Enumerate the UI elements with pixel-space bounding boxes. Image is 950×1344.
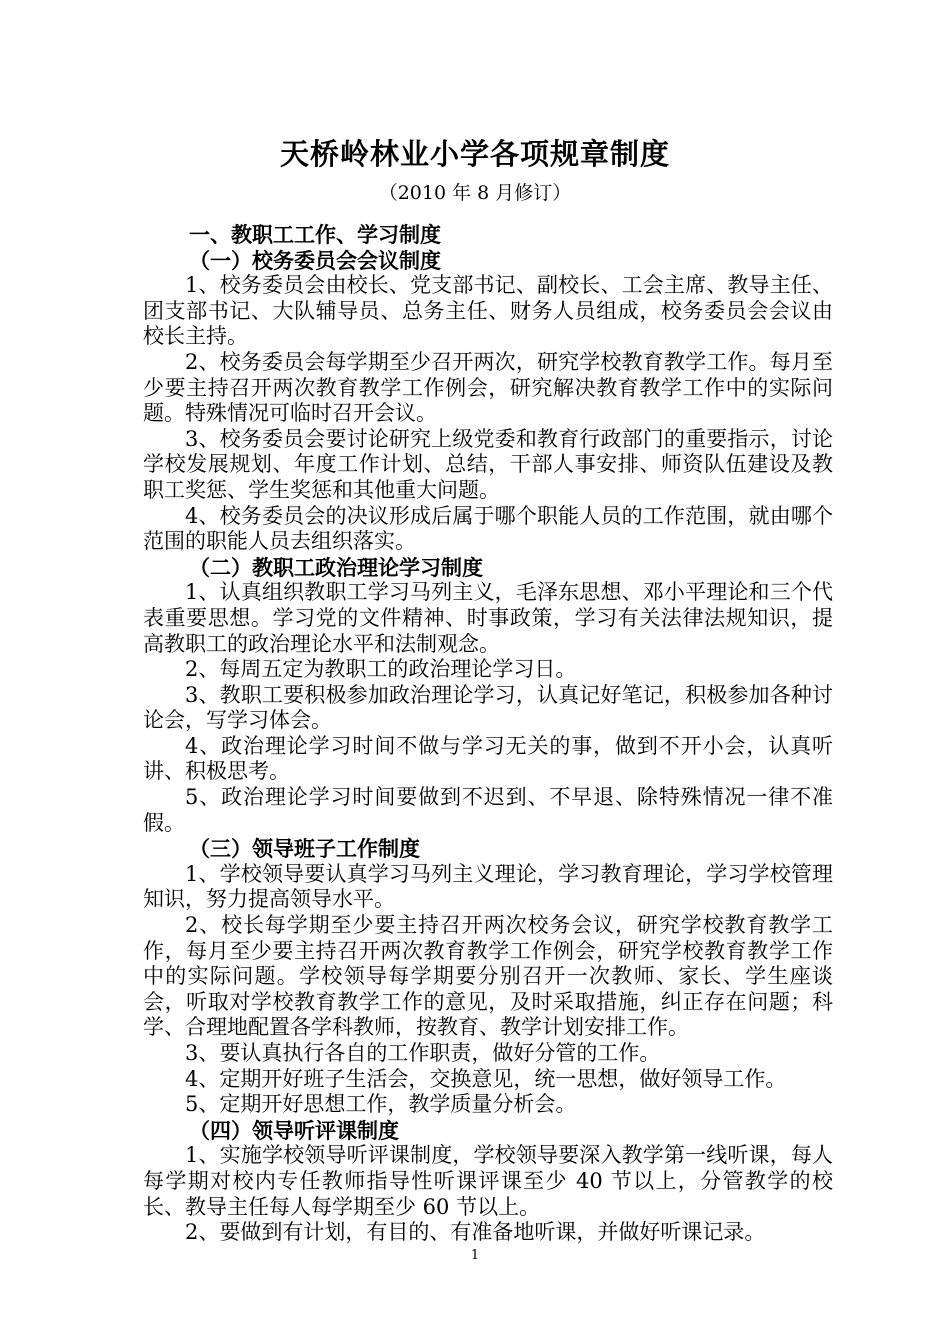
section-heading: 一、教职工工作、学习制度 xyxy=(189,222,441,247)
subsection-heading: （三）领导班子工作制度 xyxy=(189,836,420,862)
paragraph: 2、要做到有计划，有目的、有准备地听课，并做好听课记录。 xyxy=(185,1220,766,1245)
paragraph: 1、学校领导要认真学习马列主义理论，学习教育理论，学习学校管理知识，努力提高领导水平。 xyxy=(143,861,833,912)
paragraph: 1、校务委员会由校长、党支部书记、副校长、工会主席、教导主任、团支部书记、大队辅导员、总务主任、财务人员组成，校务委员会会议由校长主持。 xyxy=(143,273,833,349)
paragraph: 2、每周五定为教职工的政治理论学习日。 xyxy=(185,657,577,682)
paragraph: 4、定期开好班子生活会，交换意见，统一思想，做好领导工作。 xyxy=(185,1066,787,1091)
paragraph: 2、校务委员会每学期至少召开两次，研究学校教育教学工作。每月至少要主持召开两次教育教学工作例会，研究解决教育教学工作中的实际问题。特殊情况可临时召开会议。 xyxy=(143,349,833,426)
subsection-heading: （四）领导听评课制度 xyxy=(189,1117,399,1143)
document-subtitle: （2010 年 8 月修订） xyxy=(378,182,572,204)
document-body xyxy=(143,222,833,1246)
paragraph: 2、校长每学期至少要主持召开两次校务会议，研究学校教育教学工作，每月至少要主持召开两次教育教学工作例会，研究学校教育教学工作中的实际问题。学校领导每学期要分别召开一次教师、家长、学生座谈会，听取对学校教育教学工作的意见，及时采取措施，纠正存在问题；科学、合理地配置各学科教师，按教育、教学计划安排工作。 xyxy=(143,913,833,1040)
paragraph: 4、校务委员会的决议形成后属于哪个职能人员的工作范围，就由哪个范围的职能人员去组织落实。 xyxy=(143,503,833,554)
document-title: 天桥岭林业小学各项规章制度 xyxy=(279,137,670,171)
subsection-heading: （一）校务委员会会议制度 xyxy=(189,247,441,273)
subsection-heading: （二）教职工政治理论学习制度 xyxy=(189,554,483,580)
paragraph: 3、教职工要积极参加政治理论学习，认真记好笔记，积极参加各种讨论会，写学习体会。 xyxy=(143,682,833,733)
paragraph: 3、校务委员会要讨论研究上级党委和教育行政部门的重要指示，讨论学校发展规划、年度工作计划、总结，干部人事安排、师资队伍建设及教职工奖惩、学生奖惩和其他重大问题。 xyxy=(143,426,833,502)
paragraph: 1、实施学校领导听评课制度，学校领导要深入教学第一线听课，每人每学期对校内专任教师指导性听课评课至少 40 节以上，分管教学的校长、教导主任每人每学期至少 60 节以上。 xyxy=(143,1143,833,1219)
paragraph: 4、政治理论学习时间不做与学习无关的事，做到不开小会，认真听讲、积极思考。 xyxy=(143,733,833,784)
paragraph: 5、定期开好思想工作，教学质量分析会。 xyxy=(185,1092,577,1117)
page-number: 1 xyxy=(470,1248,480,1263)
paragraph: 3、要认真执行各自的工作职责，做好分管的工作。 xyxy=(185,1041,661,1065)
paragraph: 5、政治理论学习时间要做到不迟到、不早退、除特殊情况一律不准假。 xyxy=(143,785,833,835)
paragraph: 1、认真组织教职工学习马列主义，毛泽东思想、邓小平理论和三个代表重要思想。学习党的文件精神、时事政策，学习有关法律法规知识，提高教职工的政治理论水平和法制观念。 xyxy=(143,580,833,656)
